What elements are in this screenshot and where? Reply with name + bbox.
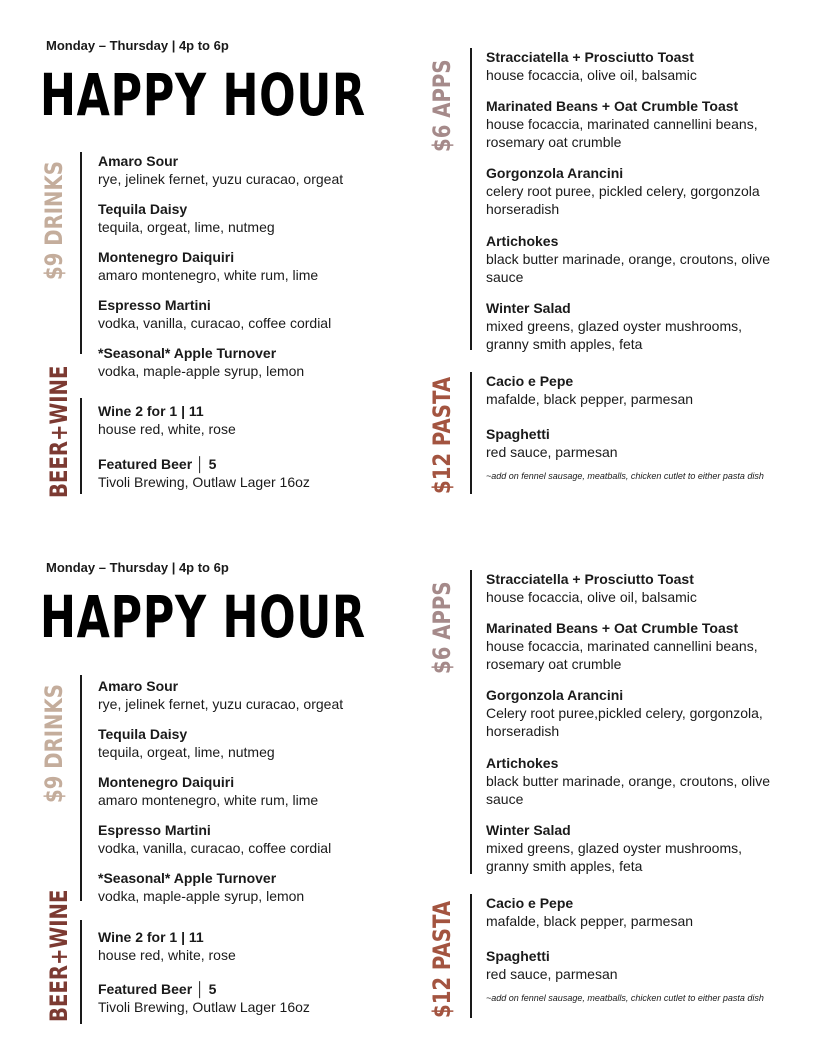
menu-item: *Seasonal* Apple Turnover vodka, maple-apple syrup, lemon bbox=[98, 345, 305, 379]
menu-item: *Seasonal* Apple Turnover vodka, maple-apple syrup, lemon bbox=[98, 870, 305, 904]
divider-rule bbox=[80, 398, 82, 494]
menu-item: Tequila Daisy tequila, orgeat, lime, nutmeg bbox=[98, 201, 275, 235]
menu-item: Amaro Sour rye, jelinek fernet, yuzu curacao, orgeat bbox=[98, 153, 344, 187]
pasta-label: $12 PASTA bbox=[428, 376, 456, 494]
page-title: HAPPY HOUR bbox=[40, 583, 366, 651]
menu-item: Tequila Daisy tequila, orgeat, lime, nutmeg bbox=[98, 726, 275, 760]
menu-item: Winter Salad mixed greens, glazed oyster mushrooms, granny smith apples, feta bbox=[486, 822, 742, 874]
menu-item: Spaghetti red sauce, parmesan bbox=[486, 948, 618, 982]
happy-hour-menu-bottom bbox=[0, 522, 816, 1042]
pasta-add-on-note: ~add on fennel sausage, meatballs, chicken cutlet to either pasta dish bbox=[486, 993, 764, 1003]
menu-item: Espresso Martini vodka, vanilla, curacao, coffee cordial bbox=[98, 297, 332, 331]
happy-hour-menu-top bbox=[0, 0, 816, 520]
hours-line: Monday – Thursday | 4p to 6p bbox=[46, 560, 229, 575]
menu-item: Gorgonzola Arancini Celery root puree,pickled celery, gorgonzola, horseradish bbox=[486, 687, 763, 739]
menu-item: Cacio e Pepe mafalde, black pepper, parmesan bbox=[486, 895, 694, 929]
menu-item: Gorgonzola Arancini celery root puree, pickled celery, gorgonzola horseradish bbox=[486, 165, 760, 217]
menu-item: Amaro Sour rye, jelinek fernet, yuzu curacao, orgeat bbox=[98, 678, 344, 712]
menu-item: Wine 2 for 1 | 11 house red, white, rose bbox=[98, 403, 236, 437]
menu-item: Cacio e Pepe mafalde, black pepper, parmesan bbox=[486, 373, 694, 407]
menu-item: Montenegro Daiquiri amaro montenegro, white rum, lime bbox=[98, 774, 319, 808]
divider-rule bbox=[80, 675, 82, 901]
apps-label: $6 APPS bbox=[428, 581, 456, 674]
menu-item: Wine 2 for 1 | 11 house red, white, rose bbox=[98, 929, 236, 963]
page-title: HAPPY HOUR bbox=[40, 61, 366, 129]
pasta-label: $12 PASTA bbox=[428, 900, 456, 1018]
divider-rule bbox=[80, 152, 82, 354]
menu-item: Featured Beer │ 5 Tivoli Brewing, Outlaw Lager 16oz bbox=[98, 456, 310, 490]
menu-item: Artichokes black butter marinade, orange, croutons, olive sauce bbox=[486, 233, 771, 285]
drinks-label: $9 DRINKS bbox=[40, 684, 68, 803]
menu-item: Marinated Beans + Oat Crumble Toast house focaccia, marinated cannellini beans, rosemary oat crumble bbox=[486, 98, 758, 150]
menu-item: Winter Salad mixed greens, glazed oyster mushrooms, granny smith apples, feta bbox=[486, 300, 742, 352]
divider-rule bbox=[80, 920, 82, 1024]
pasta-add-on-note: ~add on fennel sausage, meatballs, chicken cutlet to either pasta dish bbox=[486, 471, 764, 481]
menu-item: Spaghetti red sauce, parmesan bbox=[486, 426, 618, 460]
divider-rule bbox=[470, 48, 472, 350]
drinks-label: $9 DRINKS bbox=[40, 161, 68, 280]
hours-line: Monday – Thursday | 4p to 6p bbox=[46, 38, 229, 53]
menu-item: Stracciatella + Prosciutto Toast house focaccia, olive oil, balsamic bbox=[486, 49, 697, 83]
menu-item: Stracciatella + Prosciutto Toast house focaccia, olive oil, balsamic bbox=[486, 571, 697, 605]
divider-rule bbox=[470, 372, 472, 494]
menu-item: Montenegro Daiquiri amaro montenegro, white rum, lime bbox=[98, 249, 319, 283]
divider-rule bbox=[470, 570, 472, 874]
beer-wine-label: BEER+WINE bbox=[45, 889, 73, 1022]
divider-rule bbox=[470, 894, 472, 1018]
apps-label: $6 APPS bbox=[428, 59, 456, 152]
menu-item: Artichokes black butter marinade, orange, croutons, olive sauce bbox=[486, 755, 771, 807]
menu-item: Espresso Martini vodka, vanilla, curacao, coffee cordial bbox=[98, 822, 332, 856]
beer-wine-label: BEER+WINE bbox=[45, 365, 73, 498]
menu-item: Featured Beer │ 5 Tivoli Brewing, Outlaw Lager 16oz bbox=[98, 981, 310, 1015]
menu-item: Marinated Beans + Oat Crumble Toast house focaccia, marinated cannellini beans, rosemary oat crumble bbox=[486, 620, 758, 672]
